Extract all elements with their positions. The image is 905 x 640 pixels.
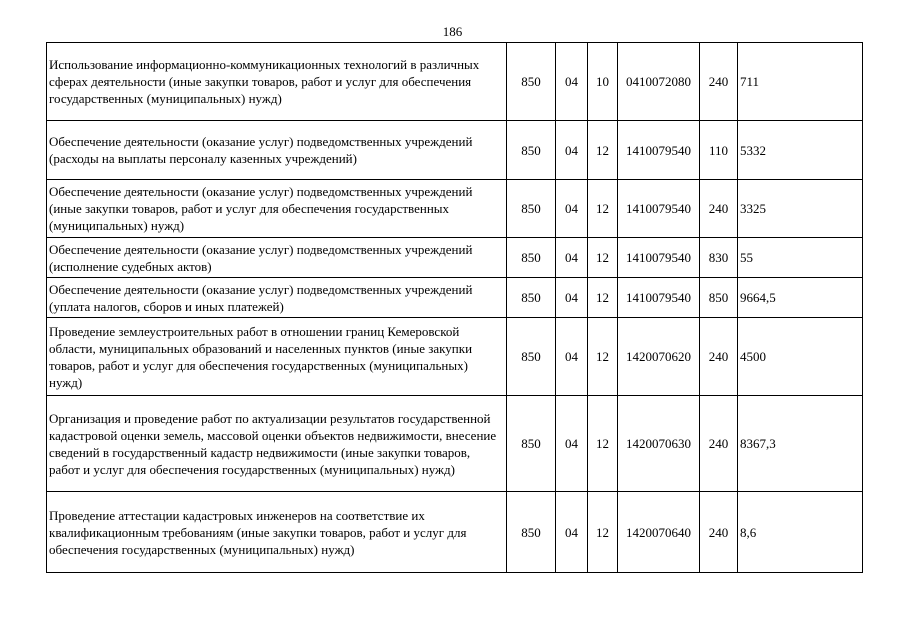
table-row (47, 121, 863, 180)
row-description: Использование информационно-коммуникационных технологий в различных сферах деятельности (иные закупки товаров, работ и услуг для обеспечения государственных (муниципальных) нужд) (47, 43, 507, 121)
table-row (47, 318, 863, 396)
expense-type-code: 240 (700, 396, 738, 492)
ministry-code: 850 (507, 43, 556, 121)
subsection-code: 12 (588, 238, 618, 278)
section-code: 04 (556, 492, 588, 573)
amount: 8,6 (738, 492, 863, 573)
expense-type-code: 110 (700, 121, 738, 180)
section-code: 04 (556, 180, 588, 238)
subsection-code: 12 (588, 180, 618, 238)
row-description: Обеспечение деятельности (оказание услуг) подведомственных учреждений (исполнение судебных актов) (47, 238, 507, 278)
amount: 9664,5 (738, 278, 863, 318)
expense-type-code: 240 (700, 318, 738, 396)
ministry-code: 850 (507, 180, 556, 238)
amount: 8367,3 (738, 396, 863, 492)
table-row (47, 492, 863, 573)
ministry-code: 850 (507, 318, 556, 396)
table-row (47, 396, 863, 492)
budget-table (46, 42, 863, 573)
row-description: Организация и проведение работ по актуализации результатов государственной кадастровой оценки земель, массовой оценки объектов недвижимости, внесение сведений в государственный кадастр недвижимости (иные закупки товаров, работ и услуг для обеспечения государственных (муниципальных) нужд) (47, 396, 507, 492)
row-description: Обеспечение деятельности (оказание услуг) подведомственных учреждений (иные закупки товаров, работ и услуг для обеспечения государственных (муниципальных) нужд) (47, 180, 507, 238)
section-code: 04 (556, 43, 588, 121)
amount: 55 (738, 238, 863, 278)
table-row (47, 180, 863, 238)
section-code: 04 (556, 121, 588, 180)
subsection-code: 12 (588, 278, 618, 318)
target-article-code: 1420070630 (618, 396, 700, 492)
ministry-code: 850 (507, 492, 556, 573)
expense-type-code: 850 (700, 278, 738, 318)
section-code: 04 (556, 238, 588, 278)
row-description: Обеспечение деятельности (оказание услуг) подведомственных учреждений (расходы на выплаты персоналу казенных учреждений) (47, 121, 507, 180)
amount: 711 (738, 43, 863, 121)
table-row (47, 238, 863, 278)
table-row (47, 43, 863, 121)
ministry-code: 850 (507, 278, 556, 318)
subsection-code: 10 (588, 43, 618, 121)
row-description: Проведение землеустроительных работ в отношении границ Кемеровской области, муниципальных образований и населенных пунктов (иные закупки товаров, работ и услуг для обеспечения государственных (муниципальных) нужд) (47, 318, 507, 396)
section-code: 04 (556, 278, 588, 318)
ministry-code: 850 (507, 121, 556, 180)
target-article-code: 1410079540 (618, 278, 700, 318)
amount: 4500 (738, 318, 863, 396)
amount: 3325 (738, 180, 863, 238)
subsection-code: 12 (588, 396, 618, 492)
amount: 5332 (738, 121, 863, 180)
page-number: 186 (442, 24, 463, 39)
expense-type-code: 240 (700, 180, 738, 238)
target-article-code: 0410072080 (618, 43, 700, 121)
subsection-code: 12 (588, 492, 618, 573)
target-article-code: 1420070620 (618, 318, 700, 396)
row-description: Проведение аттестации кадастровых инженеров на соответствие их квалификационным требованиям (иные закупки товаров, работ и услуг для обеспечения государственных (муниципальных) нужд) (47, 492, 507, 573)
target-article-code: 1410079540 (618, 238, 700, 278)
subsection-code: 12 (588, 318, 618, 396)
subsection-code: 12 (588, 121, 618, 180)
expense-type-code: 240 (700, 492, 738, 573)
expense-type-code: 240 (700, 43, 738, 121)
ministry-code: 850 (507, 396, 556, 492)
section-code: 04 (556, 396, 588, 492)
expense-type-code: 830 (700, 238, 738, 278)
target-article-code: 1410079540 (618, 121, 700, 180)
table-row (47, 278, 863, 318)
ministry-code: 850 (507, 238, 556, 278)
row-description: Обеспечение деятельности (оказание услуг) подведомственных учреждений (уплата налогов, сборов и иных платежей) (47, 278, 507, 318)
target-article-code: 1420070640 (618, 492, 700, 573)
target-article-code: 1410079540 (618, 180, 700, 238)
section-code: 04 (556, 318, 588, 396)
